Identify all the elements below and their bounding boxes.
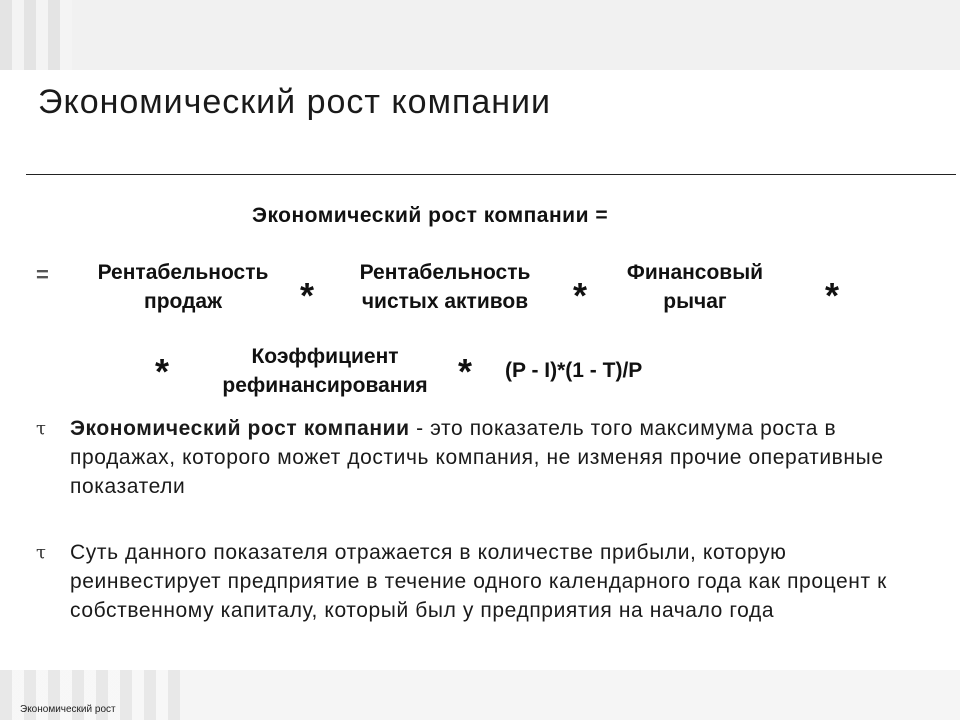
- bullet-paragraph-definition: [70, 414, 940, 501]
- bullet-text: - это показатель того максимума роста в продажах, которого может достичь компания, не изменяя прочие оперативные показатели: [70, 417, 884, 498]
- formula-heading: Экономический рост компании =: [252, 204, 609, 227]
- bottom-solid-band: [180, 670, 960, 720]
- term-line: Коэффициент: [251, 345, 399, 368]
- bullet-text: Суть данного показателя отражается в количестве прибыли, которую реинвестирует предприятие в течение одного календарного года как процент к собственному капиталу, который был у предприятия на начало года: [70, 541, 887, 622]
- multiply-star: *: [825, 275, 840, 316]
- title-divider: [26, 174, 956, 175]
- term-line: рефинансирования: [222, 374, 428, 397]
- multiply-star: *: [300, 275, 315, 316]
- formula-equals-sign: =: [36, 262, 49, 287]
- formula-term-net-assets-return: [330, 258, 560, 316]
- bullet-marker: τ: [36, 542, 46, 563]
- bullet-marker: τ: [36, 418, 46, 439]
- term-line: Рентабельность: [359, 261, 531, 284]
- slide-footer: Экономический рост: [20, 704, 116, 715]
- term-line: продаж: [144, 290, 222, 313]
- bullet-bold-term: Экономический рост компании: [70, 417, 410, 440]
- top-solid-band: [72, 0, 960, 70]
- formula-term-refinancing-ratio: [195, 342, 455, 400]
- formula-expression: (P - I)*(1 - T)/P: [505, 359, 643, 382]
- multiply-star: *: [458, 351, 473, 392]
- formula-term-sales-margin: [78, 258, 288, 316]
- term-line: Финансовый: [626, 261, 764, 284]
- top-checker-pattern: [0, 0, 72, 70]
- term-line: рычаг: [663, 290, 727, 313]
- multiply-star: *: [155, 351, 170, 392]
- bullet-paragraph-essence: [70, 538, 940, 625]
- term-line: Рентабельность: [97, 261, 269, 284]
- slide-title: Экономический рост компании: [38, 83, 552, 121]
- multiply-star: *: [573, 275, 588, 316]
- top-decor-band: [0, 0, 960, 70]
- formula-term-financial-leverage: [605, 258, 785, 316]
- bottom-decor-band: [0, 670, 960, 720]
- term-line: чистых активов: [361, 290, 529, 313]
